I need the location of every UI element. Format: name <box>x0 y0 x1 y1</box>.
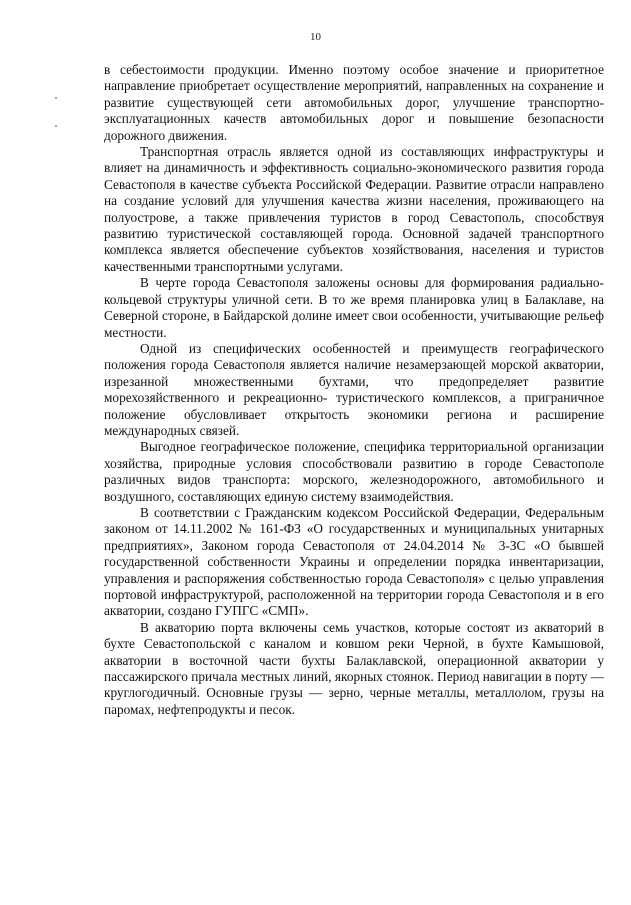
paragraph: В акваторию порта включены семь участков, которые состоят из акваторий в бухте Севастопольской с каналом и ковшом реки Черной, в бухте Камышовой, акватории в восточной части бухты Балаклавской, операционной акватории у пассажирского причала местных линий, якорных стоянок. Период навигации в порту — круглогодичный. Основные грузы — зерно, черные металлы, металлолом, грузы на паромах, нефтепродукты и песок. <box>104 619 604 717</box>
page-number: 10 <box>310 31 321 43</box>
document-body <box>104 62 604 718</box>
paragraph: В черте города Севастополя заложены основы для формирования радиально-кольцевой структуры уличной сети. В то же время планировка улиц в Балаклаве, на Северной стороне, в Байдарской долине имеет свои особенности, учитывающие рельеф местности. <box>104 275 604 340</box>
paragraph: в себестоимости продукции. Именно поэтому особое значение и приоритетное направление приобретает осуществление мероприятий, направленных на сохранение и развитие существующей сети автомобильных дорог, улучшение транспортно-эксплуатационных качеств автомобильных дорог и повышение безопасности дорожного движения. <box>104 62 604 143</box>
paragraph: Транспортная отрасль является одной из составляющих инфраструктуры и влияет на динамичность и эффективность социально-экономического развития города Севастополя в качестве субъекта Российской Федерации. Развитие отрасли направлено на создание условий для улучшения качества жизни населения, проживающего на полуострове, а также привлечения туристов в город Севастополь, способствуя развитию туристической составляющей города. Основной задачей транспортного комплекса является обеспечение субъектов хозяйствования, населения и туристов качественными транспортными услугами. <box>104 144 604 274</box>
paragraph: В соответствии с Гражданским кодексом Российской Федерации, Федеральным законом от 14.11.2002 № 161-ФЗ «О государственных и муниципальных унитарных предприятиях», Законом города Севастополя от 24.04.2014 № 3-ЗС «О бывшей государственной собственности Украины и определении порядка инвентаризации, управления и распоряжения собственностью города Севастополя» с целью управления портовой инфраструктурой, расположенной на территории города Севастополя и в его акватории, создано ГУПГС «СМП». <box>104 504 604 619</box>
paragraph: Выгодное географическое положение, специфика территориальной организации хозяйства, природные условия способствовали развитию в городе Севастополе различных видов транспорта: морского, железнодорожного, автомобильного и воздушного, составляющих единую систему взаимодействия. <box>104 439 604 504</box>
margin-dot <box>55 125 57 127</box>
paragraph: Одной из специфических особенностей и преимуществ географического положения города Севастополя является наличие незамерзающей морской акватории, изрезанной множественными бухтами, что предопределяет развитие морехозяйственного и рекреационно- туристического комплексов, а приграничное положение обусловливает открытость экономики региона и расширение международных связей. <box>104 340 604 438</box>
margin-dot <box>55 97 57 99</box>
